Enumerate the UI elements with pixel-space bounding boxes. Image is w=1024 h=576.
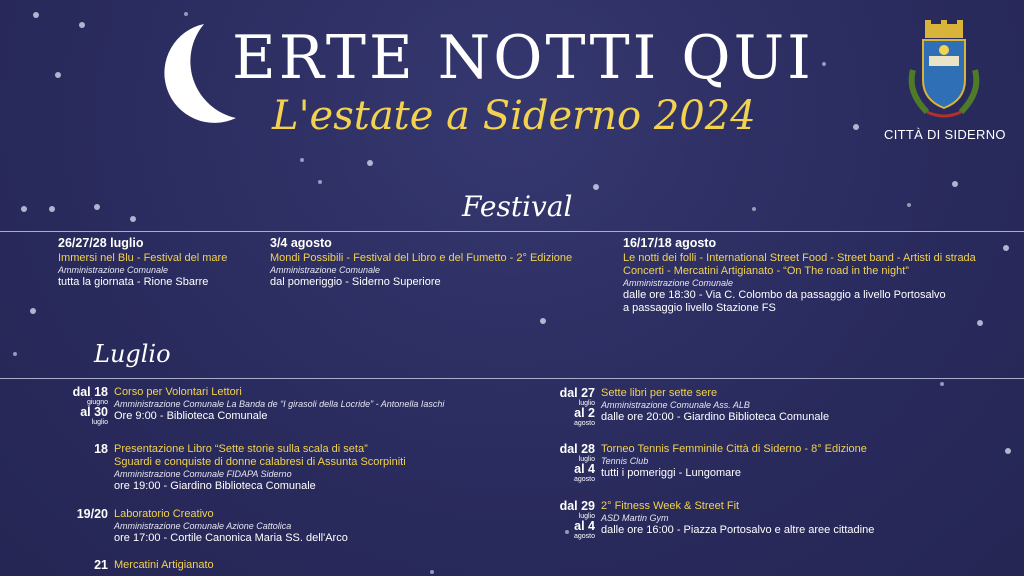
- event-organizer: Amministrazione Comunale: [270, 265, 381, 275]
- event-time-place: tutta la giornata - Rione Sbarre: [58, 276, 209, 288]
- event-time-place: dalle ore 16:00 - Piazza Portosalvo e altre aree cittadine: [601, 524, 875, 536]
- star: [55, 72, 61, 78]
- event-organizer: Amministrazione Comunale: [58, 265, 169, 275]
- star: [593, 184, 599, 190]
- event-name: Laboratorio Creativo: [114, 508, 214, 520]
- event-time-place: Ore 9:00 - Biblioteca Comunale: [114, 410, 268, 422]
- star: [907, 203, 911, 207]
- event-name: Corso per Volontari Lettori: [114, 386, 242, 398]
- event: [601, 387, 829, 424]
- event-name: Torneo Tennis Femminile Città di Siderno - 8° Edizione: [601, 443, 867, 455]
- event-name: Immersi nel Blu - Festival del mare: [58, 252, 228, 264]
- event-organizer: Amministrazione Comunale: [623, 278, 734, 288]
- star: [94, 204, 100, 210]
- event-organizer: Amministrazione Comunale Ass. ALB: [601, 400, 750, 410]
- event: [114, 508, 348, 545]
- event-organizer: Amministrazione Comunale FIDAPA Siderno: [114, 469, 292, 479]
- star: [430, 570, 434, 574]
- event-date: [527, 500, 595, 540]
- star: [367, 160, 373, 166]
- event-date: [40, 559, 108, 572]
- event-date: 26/27/28 luglio: [58, 236, 144, 250]
- star: [540, 318, 546, 324]
- date-end-month: agosto: [573, 420, 595, 427]
- star: [822, 62, 826, 66]
- date-start: 21: [94, 558, 108, 572]
- star: [752, 207, 756, 211]
- festival-event: [58, 237, 227, 289]
- date-start: dal 29: [559, 499, 595, 513]
- event-time-place: dalle ore 20:00 - Giardino Biblioteca Comunale: [601, 411, 830, 423]
- event-date: 16/17/18 agosto: [623, 236, 717, 250]
- page-title: ERTE NOTTI QUI: [232, 23, 814, 93]
- event-time-place: ore 17:00 - Cortile Canonica Maria SS. dell'Arco: [114, 532, 348, 544]
- event-name: Sette libri per sette sere: [601, 387, 718, 399]
- event-organizer: Tennis Club: [601, 456, 649, 466]
- date-end: al 4: [574, 519, 595, 533]
- star: [318, 180, 322, 184]
- event-name: 2° Fitness Week & Street Fit: [601, 500, 740, 512]
- event-name: Presentazione Libro “Sette storie sulla scala di seta”: [114, 443, 368, 455]
- event: [114, 443, 406, 493]
- star: [130, 216, 136, 222]
- event: [601, 443, 867, 480]
- date-start-month: giugno: [86, 399, 108, 406]
- event-time-place: ore 19:00 - Giardino Biblioteca Comunale: [114, 480, 316, 492]
- date-start: 19/20: [76, 507, 108, 521]
- star: [940, 382, 944, 386]
- date-start: 18: [94, 442, 108, 456]
- page-subtitle: L'estate a Siderno 2024: [272, 93, 756, 139]
- event-organizer: Amministrazione Comunale Azione Cattolica: [114, 521, 292, 531]
- star: [853, 124, 859, 130]
- event-name: Mercatini Artigianato: [114, 559, 214, 571]
- event-date: [527, 387, 595, 427]
- event-organizer: Amministrazione Comunale La Banda de “I girasoli della Locride” - Antonella Iaschi: [114, 399, 445, 409]
- event-time-place: tutti i pomeriggi - Lungomare: [601, 467, 742, 479]
- festival-event: [270, 237, 572, 289]
- date-end-month: luglio: [91, 419, 108, 426]
- event-name: Mondi Possibili - Festival del Libro e del Fumetto - 2° Edizione: [270, 252, 573, 264]
- star: [30, 308, 36, 314]
- star: [79, 22, 85, 28]
- divider: [0, 378, 1024, 379]
- event-date: [527, 443, 595, 483]
- city-name: CITTÀ DI SIDERNO: [884, 127, 1006, 142]
- date-start: dal 18: [72, 385, 108, 399]
- star: [13, 352, 17, 356]
- event-date: 3/4 agosto: [270, 236, 332, 250]
- date-end-month: agosto: [573, 476, 595, 483]
- event: [601, 500, 874, 537]
- star: [1005, 448, 1011, 454]
- date-start: dal 27: [559, 386, 595, 400]
- event-name-line: Concerti - Mercatini Artigianato - “On The road in the night”: [623, 265, 909, 277]
- date-start-month: luglio: [578, 513, 595, 520]
- date-end: al 30: [80, 405, 108, 419]
- star: [977, 320, 983, 326]
- event-organizer: ASD Martin Gym: [601, 513, 669, 523]
- event-date: [40, 386, 108, 426]
- event: [114, 559, 214, 572]
- star: [952, 181, 958, 187]
- date-start: dal 28: [559, 442, 595, 456]
- luglio-heading: Luglio: [94, 340, 171, 368]
- event-name-line: Sguardi e conquiste di donne calabresi di Assunta Scorpiniti: [114, 456, 406, 468]
- star: [49, 206, 55, 212]
- star: [184, 12, 188, 16]
- date-start-month: luglio: [578, 456, 595, 463]
- star: [21, 206, 27, 212]
- divider: [0, 231, 1024, 232]
- event: [114, 386, 444, 423]
- event-date: [40, 443, 108, 456]
- festival-heading: Festival: [462, 190, 573, 223]
- city-crest-icon: [905, 20, 983, 124]
- star: [33, 12, 39, 18]
- star: [1003, 245, 1009, 251]
- star: [300, 158, 304, 162]
- event-time-place-line: a passaggio livello Stazione FS: [623, 302, 776, 314]
- event-time-place: dal pomeriggio - Siderno Superiore: [270, 276, 441, 288]
- event-name: Le notti dei folli - International Street Food - Street band - Artisti di strada: [623, 252, 976, 264]
- date-start-month: luglio: [578, 400, 595, 407]
- event-time-place: dalle ore 18:30 - Via C. Colombo da passaggio a livello Portosalvo: [623, 289, 946, 301]
- date-end: al 4: [574, 462, 595, 476]
- date-end-month: agosto: [573, 533, 595, 540]
- festival-event: [623, 237, 976, 315]
- event-date: [40, 508, 108, 521]
- date-end: al 2: [574, 406, 595, 420]
